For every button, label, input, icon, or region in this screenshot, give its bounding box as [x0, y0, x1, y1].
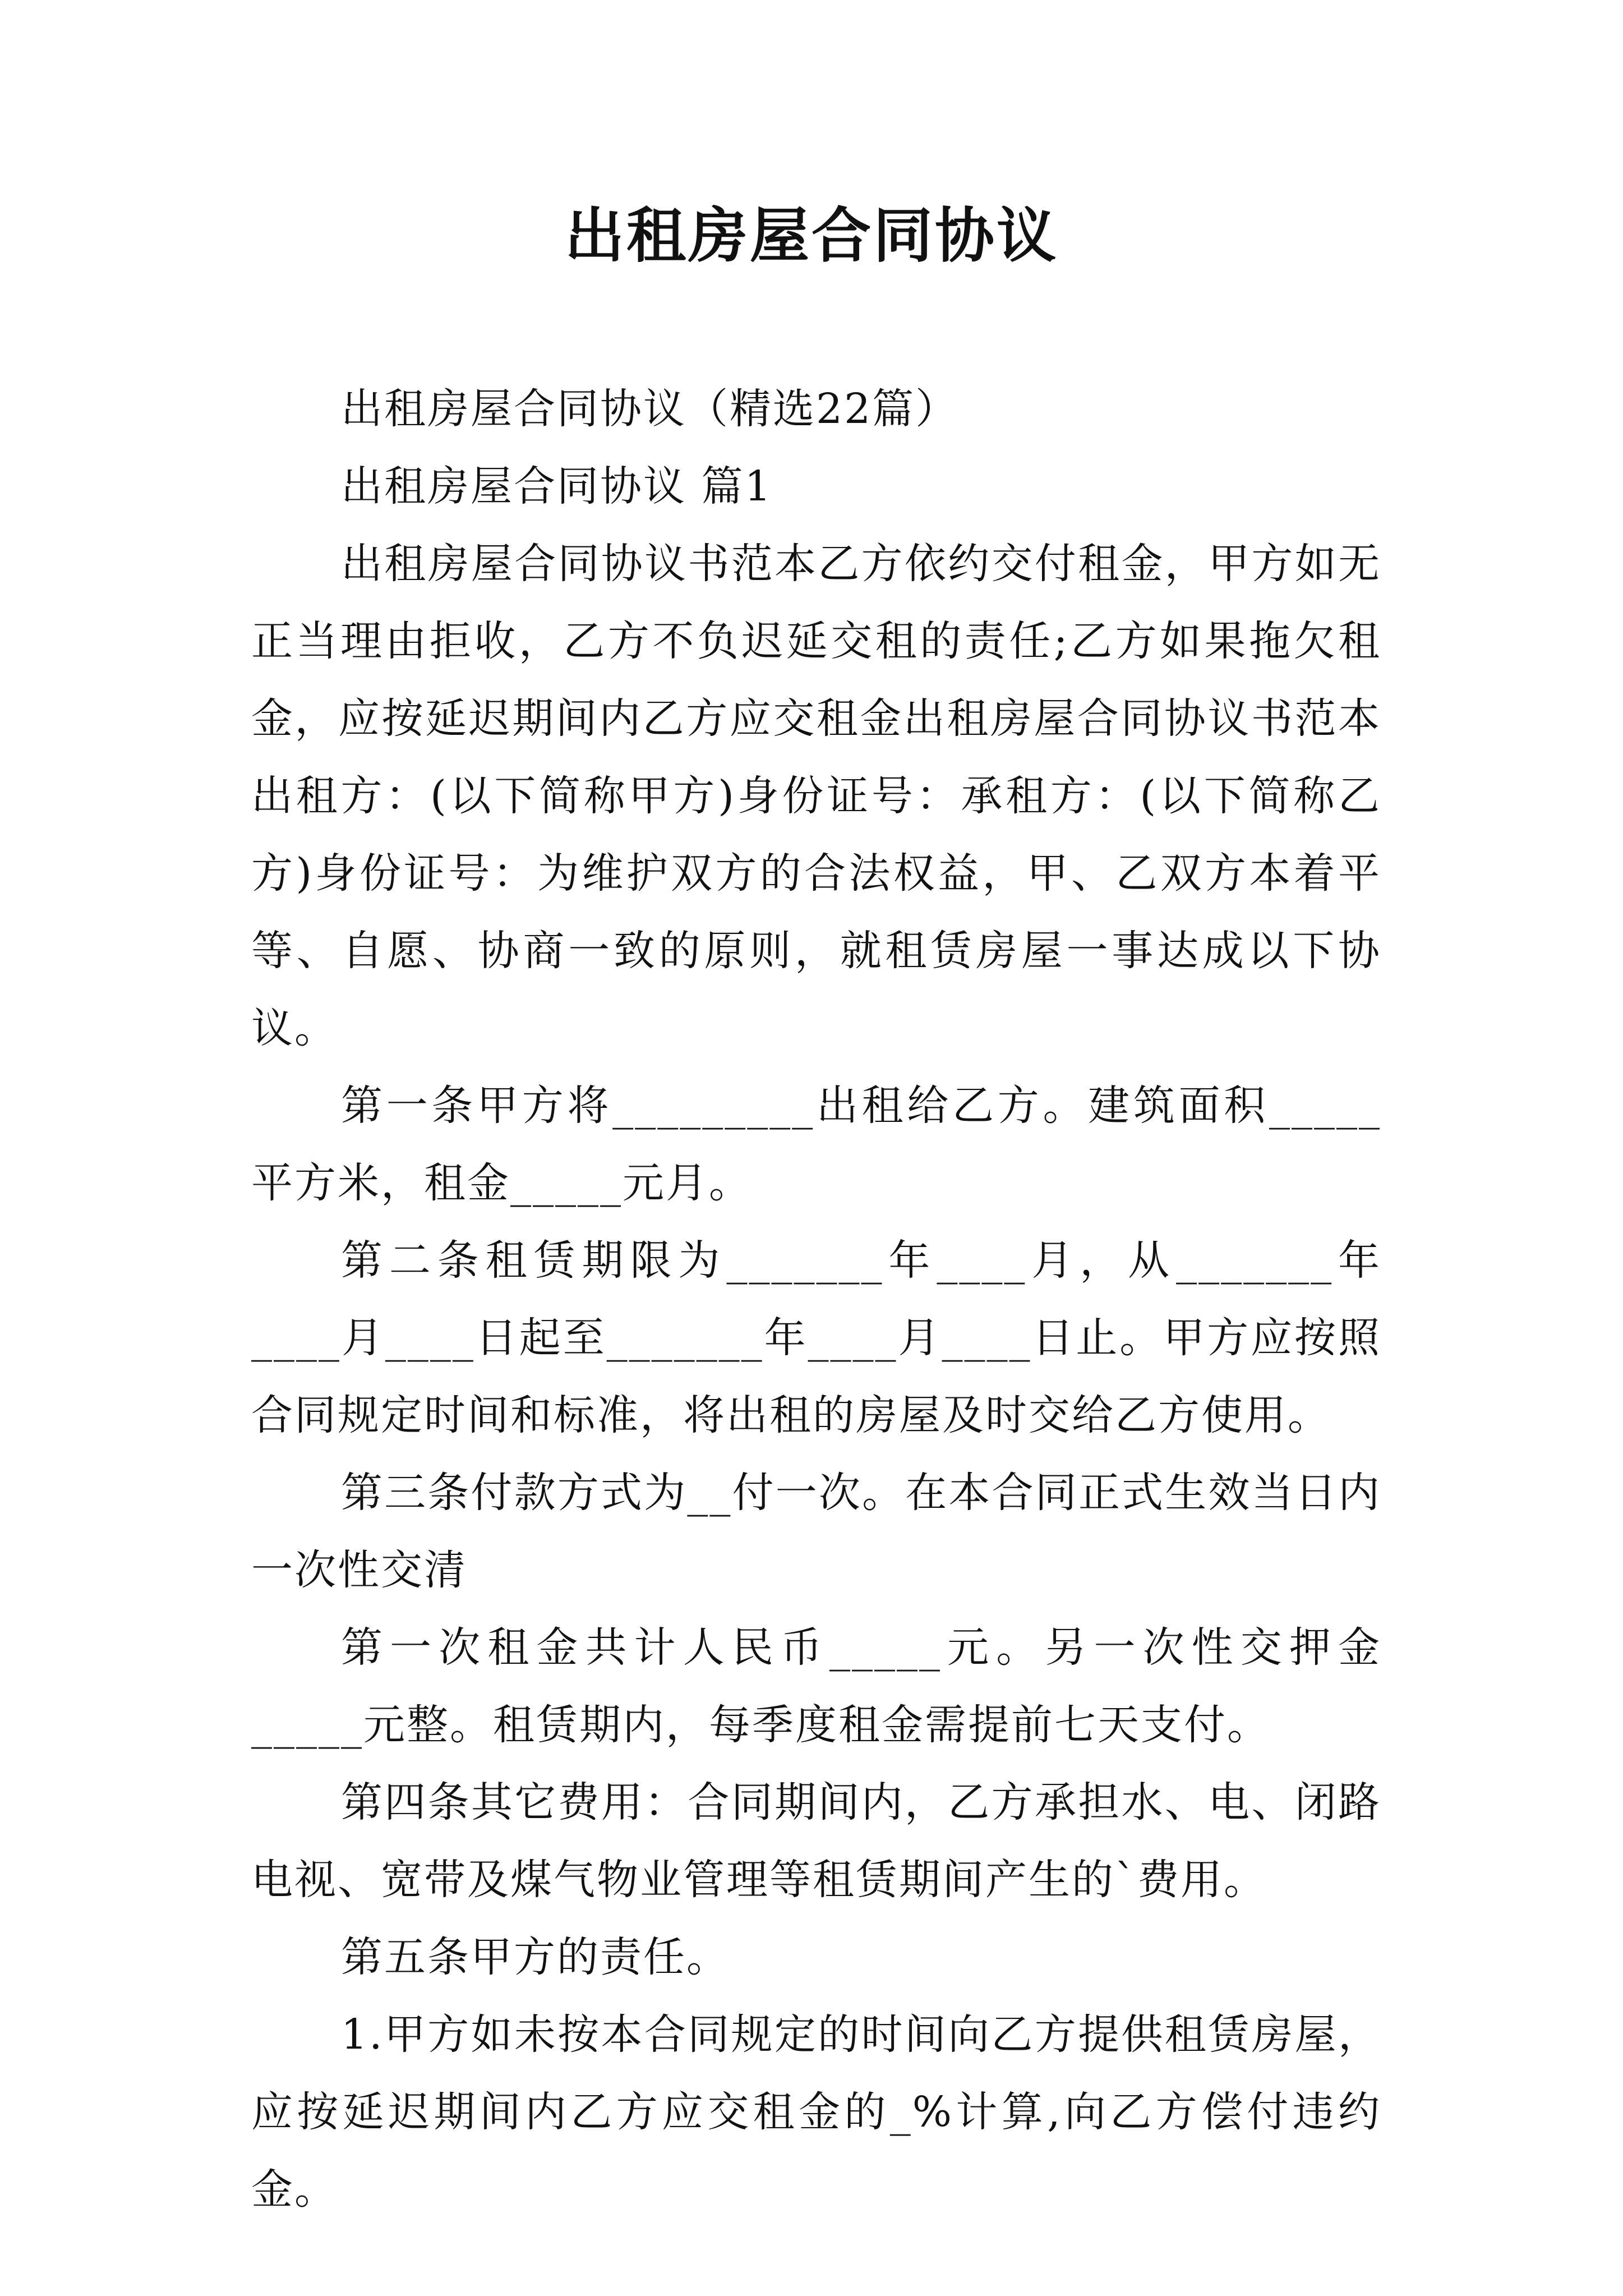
- document-body: [251, 370, 1381, 2228]
- document-title: 出租房屋合同协议: [565, 200, 1058, 270]
- paragraph: 出租房屋合同协议书范本乙方依约交付租金，甲方如无正当理由拒收，乙方不负迟延交租的责任;乙方如果拖欠租金，应按延迟期间内乙方应交租金出租房屋合同协议书范本出租方：(以下简称甲方)身份证号：承租方：(以下简称乙方)身份证号：为维护双方的合法权益，甲、乙双方本着平等、自愿、协商一致的原则，就租赁房屋一事达成以下协议。: [251, 540, 1381, 1052]
- paragraph: 出租房屋合同协议 篇1: [341, 462, 773, 510]
- paragraph: 第二条租赁期限为_______年____月，从_______年____月____日起至_______年____月____日止。甲方应按照合同规定时间和标准，将出租的房屋及时交给乙方使用。: [251, 1236, 1381, 1439]
- paragraph: 第三条付款方式为__付一次。在本合同正式生效当日内一次性交清: [251, 1469, 1381, 1594]
- paragraph: 第一次租金共计人民币_____元。另一次性交押金_____元整。租赁期内，每季度租金需提前七天支付。: [251, 1623, 1381, 1749]
- paragraph: 1.甲方如未按本合同规定的时间向乙方提供租赁房屋，应按延迟期间内乙方应交租金的_%计算,向乙方偿付违约金。: [251, 2010, 1381, 2214]
- paragraph: 第四条其它费用：合同期间内，乙方承担水、电、闭路电视、宽带及煤气物业管理等租赁期间产生的`费用。: [251, 1778, 1381, 1904]
- paragraph: 出租房屋合同协议（精选22篇）: [341, 385, 959, 433]
- paragraph: 第五条甲方的责任。: [341, 1933, 730, 1981]
- paragraph: 第一条甲方将_________出租给乙方。建筑面积_____平方米，租金_____元月。: [251, 1082, 1381, 1207]
